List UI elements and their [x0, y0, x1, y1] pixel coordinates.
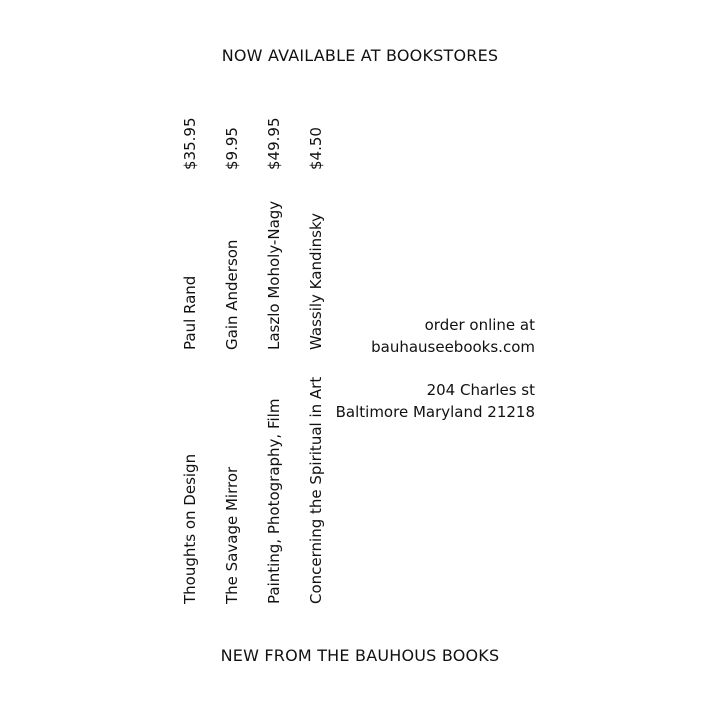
bottom-headline: NEW FROM THE BAUHOUS BOOKS — [220, 646, 500, 665]
book-author: Gain Anderson — [223, 239, 241, 350]
book-price: $9.95 — [223, 127, 241, 170]
city-address: Baltimore Maryland 21218 — [335, 403, 535, 421]
book-title: Painting, Photography, Film — [265, 398, 283, 604]
book-price: $4.50 — [307, 127, 325, 170]
book-title: Thoughts on Design — [181, 453, 199, 604]
street-address: 204 Charles st — [426, 381, 535, 399]
book-price: $35.95 — [181, 117, 199, 170]
order-online-info — [371, 314, 535, 358]
book-author: Wassily Kandinsky — [307, 213, 325, 350]
book-price: $49.95 — [265, 117, 283, 170]
book-title: Concerning the Spiritual in Art — [307, 376, 325, 604]
order-online-label: order online at — [424, 316, 535, 334]
book-author: Paul Rand — [181, 275, 199, 350]
top-headline: NOW AVAILABLE AT BOOKSTORES — [221, 46, 499, 65]
store-address — [336, 379, 535, 423]
book-title: The Savage Mirror — [223, 466, 241, 604]
website-link[interactable]: bauhauseebooks.com — [371, 338, 535, 356]
book-author: Laszlo Moholy-Nagy — [265, 200, 283, 350]
